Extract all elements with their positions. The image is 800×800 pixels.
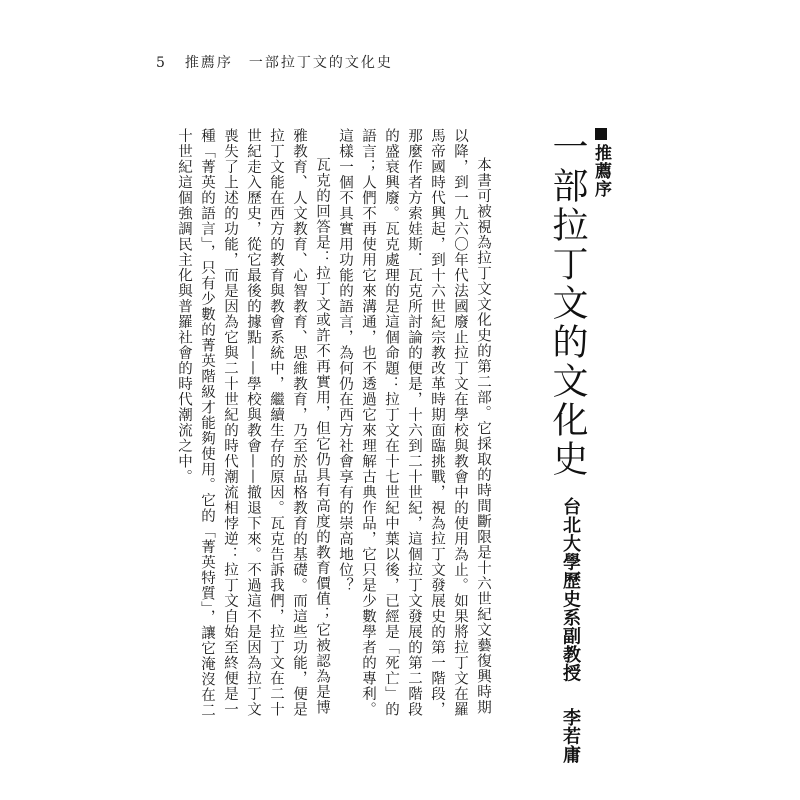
page-title: 一部拉丁文的文化史 (547, 128, 588, 479)
running-head (156, 52, 393, 72)
author-name: 李若庸 (560, 708, 581, 764)
page-number: 5 (156, 55, 167, 71)
author-block (558, 497, 582, 764)
paragraph: 本書可被視為拉丁文文化史的第二部。它採取的時間斷限是十六世紀文藝復興時期以降，到一九六〇年代法國廢止拉丁文在學校與教會中的使用為止。如果將拉丁文在羅馬帝國時代興起，到十六世紀宗教改革時期面臨挑戰，視為拉丁文發展史的第一階段，那麼作者方索娃斯．瓦克所討論的便是，十六到二十世紀，這個拉丁文發展的第二階段的盛衰興廢。瓦克處理的是這個命題：拉丁文在十七世紀中葉以後，已經是「死亡」的語言；人們不再使用它來溝通，也不透過它來理解古典作品，它只是少數學者的專利。這樣一個不具實用功能的語言，為何仍在西方社會享有的崇高地位？ (337, 128, 491, 717)
running-head-title: 推薦序 一部拉丁文的文化史 (184, 55, 393, 71)
section-label (592, 128, 610, 198)
author-affiliation: 台北大學歷史系副教授 (560, 497, 581, 682)
body-text (176, 128, 494, 723)
section-label-text: 推薦序 (591, 144, 611, 198)
square-bullet-icon (595, 128, 607, 140)
paragraph: 瓦克的回答是：拉丁文或許不再實用，但它仍具有高度的教育價值；它被認為是博雅教育、人文教育、心智教育、思維教育，乃至於品格教育的基礎。而這些功能，便是拉丁文能在西方的教育與教會系統中，繼續生存的原因。瓦克告訴我們，拉丁文在二十世紀走入歷史，從它最後的據點——學校與教會——撤退下來。不過這不是因為拉丁文喪失了上述的功能，而是因為它與二十世紀的時代潮流相悖逆：拉丁文自始至終便是一種「菁英的語言」，只有少數的菁英階級才能夠使用。它的「菁英特質」，讓它淹沒在二十世紀這個強調民主化與普羅社會的時代潮流之中。 (176, 128, 330, 718)
